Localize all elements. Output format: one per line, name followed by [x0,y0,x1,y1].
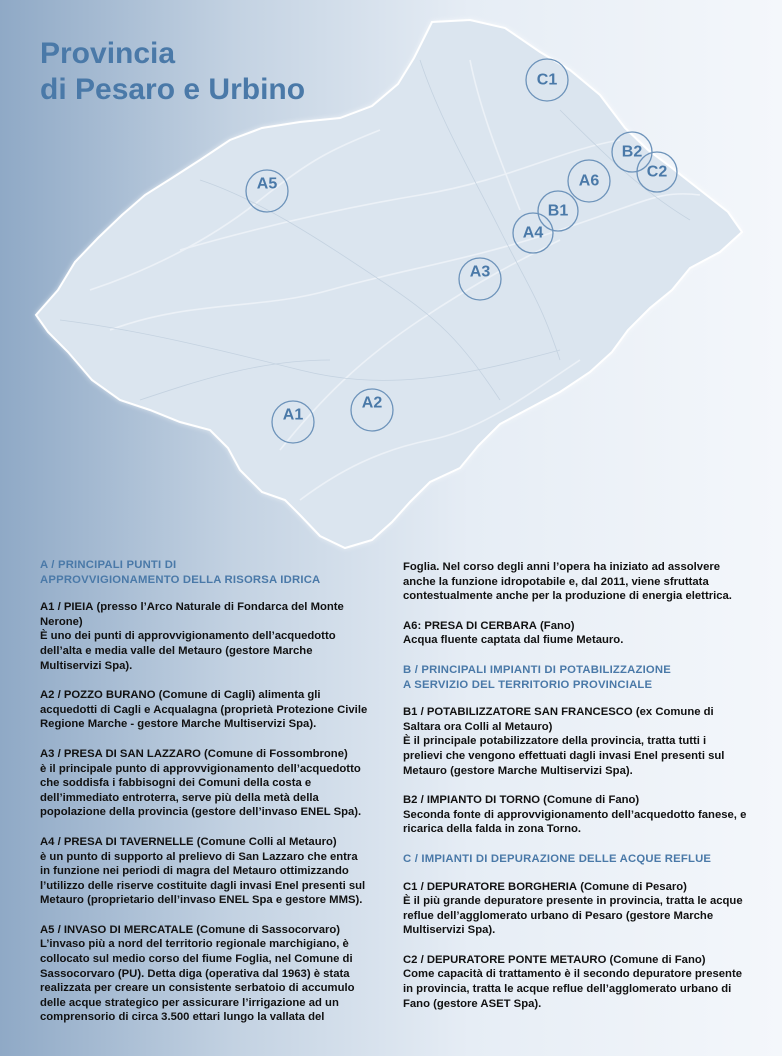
entry-b2-sub: (Comune di Fano) [540,794,640,807]
entry-a3-body: è il principale punto di approvvigionamento dell’acquedotto che soddisfa i fabbisogni dei Comuni della costa e dell’immediato entroterra, serve più della metà della popolazione della provincia (gestore dell’invaso ENEL Spa). [40,762,362,819]
entry-a6 [403,619,748,648]
svg-text:B1: B1 [547,202,569,220]
entry-a1-sub: (presso l’Arco Naturale di Fondarca del Monte Nerone) [40,601,344,628]
svg-text:A6: A6 [578,172,600,190]
entry-b1 [403,705,748,778]
section-a-heading [40,558,368,587]
entry-a5-body: L’invaso più a nord del territorio regionale marchigiano, è collocato sul medio corso del fiume Foglia, nel Comune di Sassocorvaro (PU). Detta diga (operativa dal 1963) è stata realizzata per creare un consistente serbatoio di accumulo delle acque strategico per assicurare l’irrigazione ad un comprensorio di circa 3.500 ettari lungo la vallata del [40,938,355,1024]
entry-c1-body: È il più grande depuratore presente in provincia, tratta le acque reflue dell’agglomerato urbano di Pesaro (gestore Marche Multiservizi Spa). [403,895,743,937]
svg-text:C1: C1 [536,71,558,89]
entry-a2 [40,688,368,732]
right-column [403,560,748,1026]
left-column [40,558,368,1040]
entry-b2 [403,793,748,837]
entry-a4 [40,835,368,908]
entry-a5-body-continued: Foglia. Nel corso degli anni l’opera ha iniziato ad assolvere anche la funzione idropotabile e, dal 2011, viene sfruttata contestualmente anche per la produzione di energia elettrica. [403,561,732,603]
entry-b2-name: B2 / IMPIANTO DI TORNO [403,794,541,807]
entry-a5 [40,923,368,1025]
entry-a1 [40,600,368,673]
entry-c1 [403,880,748,938]
section-b-heading-line1: B / PRINCIPALI IMPIANTI DI POTABILIZZAZIONE [403,663,672,676]
svg-text:A5: A5 [256,175,278,193]
svg-text:B2: B2 [621,143,643,161]
svg-text:A3: A3 [469,263,491,281]
entry-a1-body: È uno dei punti di approvvigionamento dell’acquedotto dell’alta e media valle del Metauro (gestore Marche Multiservizi Spa). [40,630,336,672]
entry-a6-body: Acqua fluente captata dal fiume Metauro. [403,634,624,647]
section-b-heading-line2: A SERVIZIO DEL TERRITORIO PROVINCIALE [403,678,653,691]
entry-c1-sub: (Comune di Pesaro) [577,880,687,893]
entry-a5-continued [403,560,748,604]
svg-text:C2: C2 [646,163,668,181]
section-a-heading-line2: APPROVVIGIONAMENTO DELLA RISORSA IDRICA [40,573,321,586]
entry-a2-body: alimenta gli acquedotti di Cagli e Acqualagna (proprietà Protezione Civile Regione Marche - gestore Marche Multiservizi Spa). [40,689,368,731]
entry-a2-sub: (Comune di Cagli) [155,689,256,702]
entry-a1-name: A1 / PIEIA [40,601,94,614]
entry-a6-name: A6: PRESA DI CERBARA [403,619,537,632]
entry-b1-sub: (ex Comune di Saltara ora Colli al Metauro) [403,706,714,733]
entry-c2-sub: (Comune di Fano) [606,953,706,966]
entry-b2-body: Seconda fonte di approvvigionamento dell’acquedotto fanese, e ricarica della falda in zona Torno. [403,808,747,836]
entry-a5-name: A5 / INVASO DI MERCATALE [40,923,194,936]
entry-c2 [403,953,748,1011]
entry-c1-name: C1 / DEPURATORE BORGHERIA [403,880,578,893]
entry-c2-body: Come capacità di trattamento è il secondo depuratore presente in provincia, tratta le acque reflue dell’agglomerato urbano di Fano (gestore ASET Spa). [403,968,742,1010]
svg-text:A4: A4 [522,224,544,242]
entry-a3-sub: (Comune di Fossombrone) [200,747,348,760]
entry-a4-body: è un punto di supporto al prelievo di San Lazzaro che entra in funzione nei periodi di magra del Metauro ottimizzando l’utilizzo delle riserve costituite dagli invasi Enel presenti sul Metauro (proprietario dell’invaso ENEL Spa e gestore MMS). [40,850,366,907]
page-title-line2: di Pesaro e Urbino [40,73,306,106]
page-title-line1: Provincia [40,37,176,70]
section-b-heading [403,663,748,692]
entry-a6-sub: (Fano) [536,619,575,632]
entry-a3 [40,747,368,820]
entry-a3-name: A3 / PRESA DI SAN LAZZARO [40,747,201,760]
svg-text:A2: A2 [361,394,383,412]
entry-a4-sub: (Comune Colli al Metauro) [193,835,337,848]
entry-b1-name: B1 / POTABILIZZATORE SAN FRANCESCO [403,706,633,719]
entry-b1-body: È il principale potabilizzatore della provincia, tratta tutti i prelievi che vengono effettuati dagli invasi Enel presenti sul Metauro (gestore Marche Multiservizi Spa). [403,735,725,777]
entry-a5-sub: (Comune di Sassocorvaro) [193,923,341,936]
section-a-heading-line1: A / PRINCIPALI PUNTI DI [40,559,177,571]
entry-a4-name: A4 / PRESA DI TAVERNELLE [40,835,194,848]
entry-a2-name: A2 / POZZO BURANO [40,689,156,702]
entry-c2-name: C2 / DEPURATORE PONTE METAURO [403,953,607,966]
section-c-heading: C / IMPIANTI DI DEPURAZIONE DELLE ACQUE REFLUE [403,852,712,865]
svg-text:A1: A1 [282,406,304,424]
